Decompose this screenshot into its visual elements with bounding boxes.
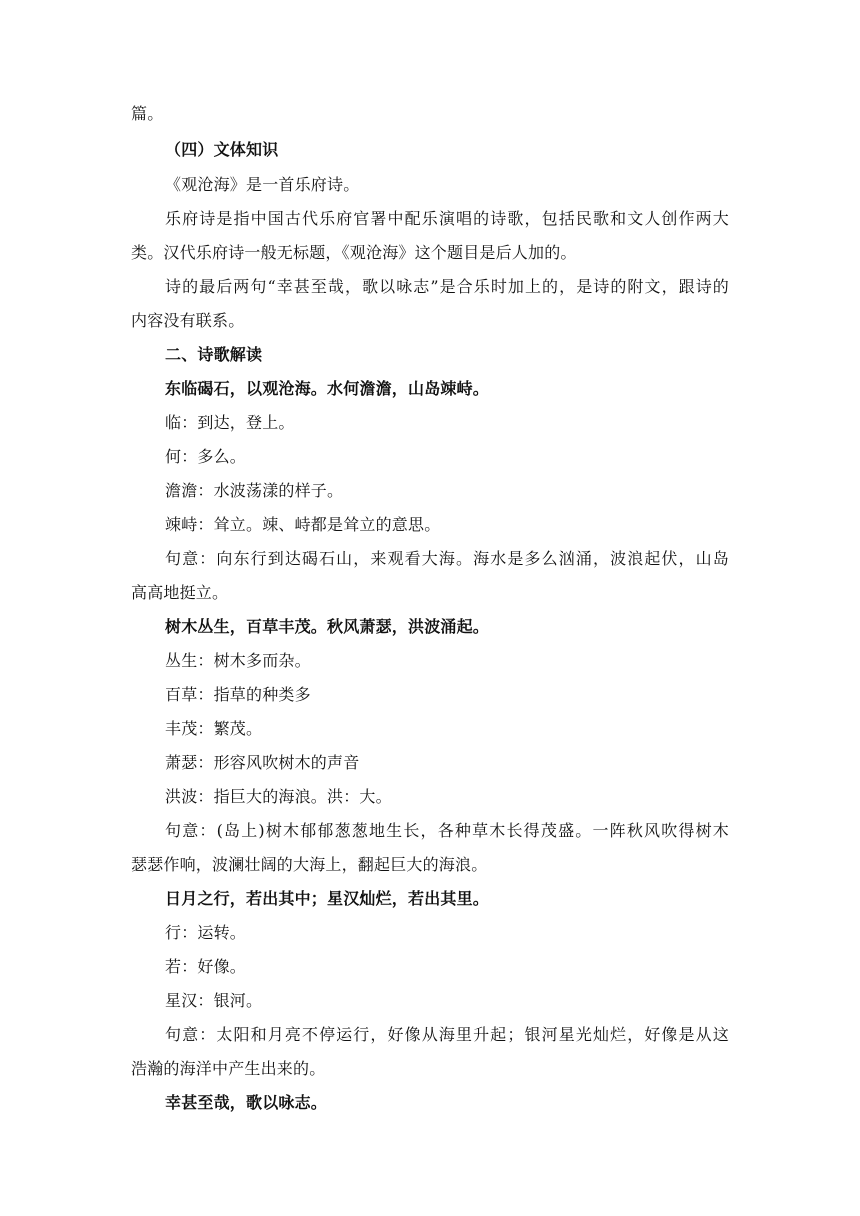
annotation-line: 若：好像。 [165, 957, 247, 976]
annotation-line: 何：多么。 [165, 447, 247, 466]
annotation-line: 竦峙：耸立。竦、峙都是耸立的意思。 [165, 515, 441, 534]
poem-line: 幸甚至哉，歌以咏志。 [165, 1093, 328, 1112]
annotation-line: 丰茂：繁茂。 [165, 719, 263, 738]
text-line: 句意：太阳和月亮不停运行，好像从海里升起；银河星光灿烂，好像是从这 [165, 1025, 729, 1044]
text-line: 瑟瑟作响，波澜壮阔的大海上，翻起巨大的海浪。 [131, 855, 488, 874]
text-line: 乐府诗是指中国古代乐府官署中配乐演唱的诗歌，包括民歌和文人创作两大 [165, 209, 729, 228]
poem-line: 日月之行，若出其中；星汉灿烂，若出其里。 [165, 889, 490, 908]
text-line: 句意：(岛上)树木郁郁葱葱地生长，各种草木长得茂盛。一阵秋风吹得树木 [165, 821, 729, 840]
annotation-line: 星汉：银河。 [165, 991, 263, 1010]
text-line: 句意：向东行到达碣石山，来观看大海。海水是多么汹涌，波浪起伏，山岛 [165, 549, 729, 568]
poem-line: 东临碣石，以观沧海。水何澹澹，山岛竦峙。 [165, 379, 490, 398]
annotation-line: 丛生：树木多而杂。 [165, 651, 311, 670]
annotation-line: 临：到达，登上。 [165, 413, 295, 432]
section-heading: 二、诗歌解读 [165, 345, 263, 364]
annotation-line: 萧瑟：形容风吹树木的声音 [165, 753, 360, 772]
text-line: 篇。 [131, 104, 164, 123]
text-line: 浩瀚的海洋中产生出来的。 [131, 1059, 326, 1078]
text-line: 类。汉代乐府诗一般无标题，《观沧海》这个题目是后人加的。 [131, 243, 577, 262]
text-line: 《观沧海》是一首乐府诗。 [165, 175, 360, 194]
annotation-line: 洪波：指巨大的海浪。洪：大。 [165, 787, 392, 806]
section-heading: （四）文体知识 [165, 140, 279, 159]
annotation-line: 行：运转。 [165, 923, 247, 942]
annotation-line: 澹澹：水波荡漾的样子。 [165, 481, 344, 500]
text-line: 诗的最后两句“幸甚至哉，歌以咏志”是合乐时加上的，是诗的附文，跟诗的 [165, 277, 729, 296]
text-line: 高高地挺立。 [131, 583, 229, 602]
text-line: 内容没有联系。 [131, 311, 245, 330]
annotation-line: 百草：指草的种类多 [165, 685, 311, 704]
poem-line: 树木丛生，百草丰茂。秋风萧瑟，洪波涌起。 [165, 617, 490, 636]
